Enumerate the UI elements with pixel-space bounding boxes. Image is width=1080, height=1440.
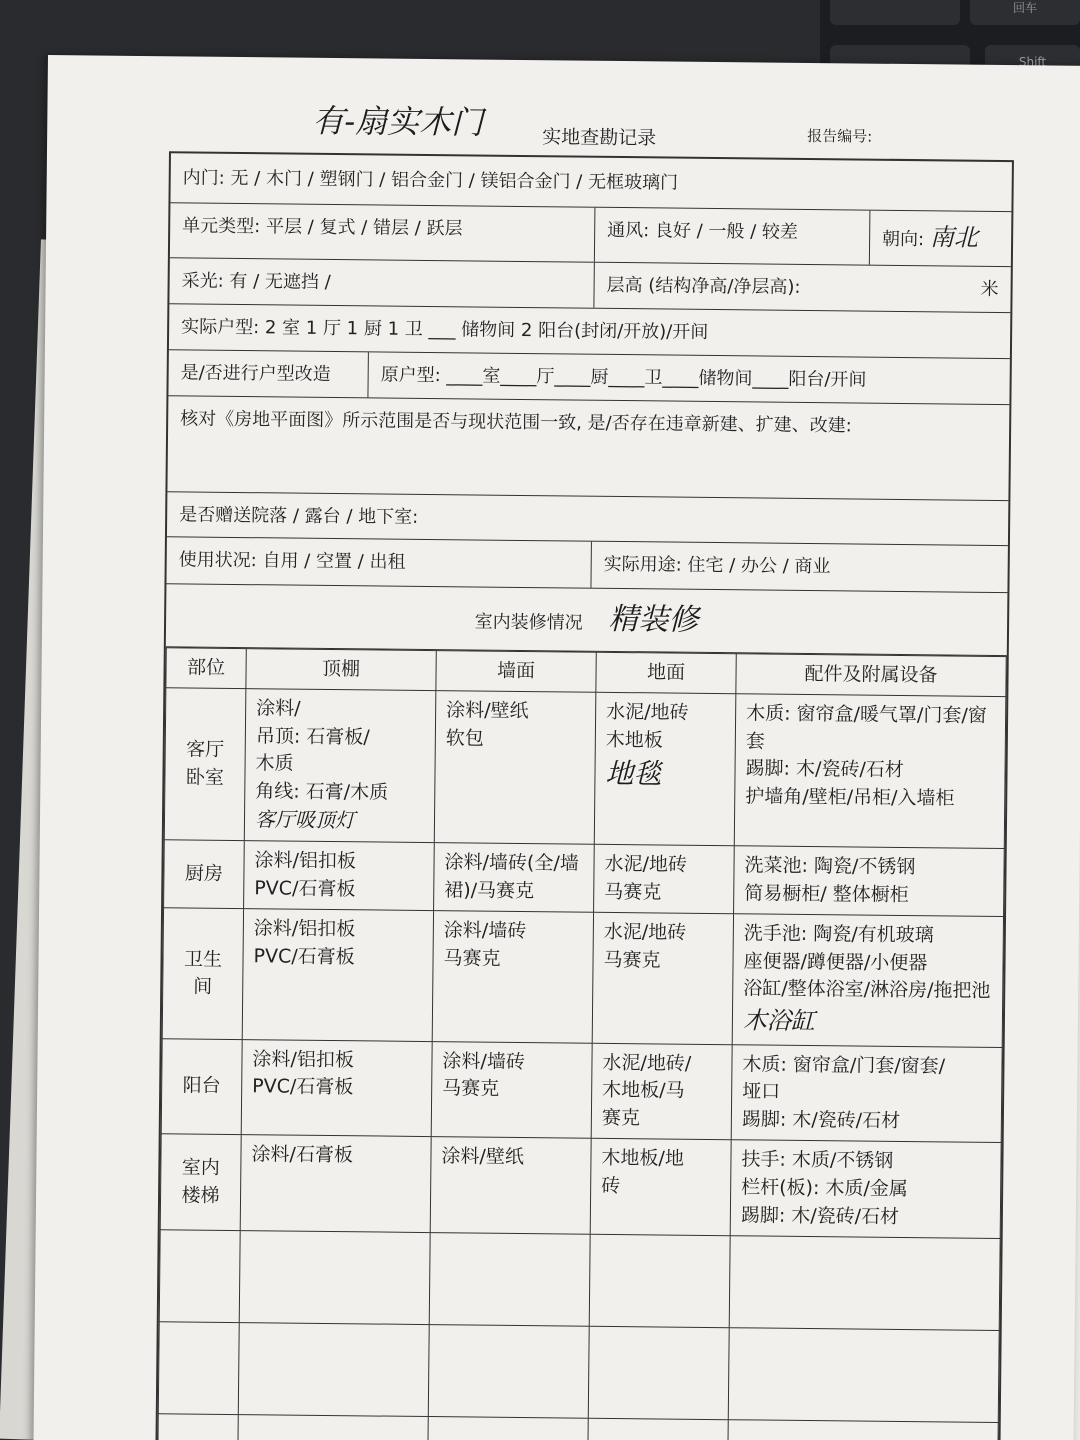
empty-cell — [729, 1236, 1000, 1331]
inspection-form-paper — [33, 55, 1080, 1440]
table-row — [162, 908, 1003, 1047]
header-ceiling: 顶棚 — [246, 648, 436, 691]
cell-part: 室内 楼梯 — [160, 1134, 241, 1230]
empty-cell — [238, 1323, 429, 1417]
cell-floor: 木地板/地 砖 — [590, 1139, 731, 1236]
ventilation-options: 通风: 良好 / 一般 / 较差 — [595, 208, 871, 264]
inspection-form — [155, 151, 1014, 1440]
gift-question: 是否赠送院落 / 露台 / 地下室: — [179, 504, 419, 529]
table-row — [160, 1134, 1001, 1238]
empty-cell — [159, 1230, 240, 1323]
door-options: 内门: 无 / 木门 / 塑钢门 / 铝合金门 / 镁铝合金门 / 无框玻璃门 — [182, 167, 679, 194]
cell-wall: 涂料/墙砖(全/墙裙)/马赛克 — [434, 843, 595, 913]
cell-ceiling: 涂料/ 吊顶: 石膏板/ 木质 角线: 石膏/木质 客厅吸顶灯 — [244, 689, 436, 843]
empty-cell — [427, 1417, 588, 1440]
row-unit-ventilation — [170, 203, 1012, 266]
table-row — [164, 840, 1005, 917]
table-row — [161, 1039, 1002, 1143]
orientation-label: 朝向: — [882, 228, 925, 251]
empty-cell — [727, 1420, 998, 1440]
usage-status: 使用状况: 自用 / 空置 / 出租 — [166, 538, 591, 588]
cell-ceiling: 涂料/铝扣板 PVC/石膏板 — [242, 909, 433, 1041]
lighting-options: 采光: 有 / 无遮挡 / — [169, 258, 594, 308]
cell-part: 阳台 — [161, 1039, 242, 1135]
decor-handwritten: 精装修 — [608, 601, 699, 638]
cell-fittings: 扶手: 木质/不锈钢 栏杆(板): 木质/金属 踢脚: 木/瓷砖/石材 — [730, 1140, 1001, 1238]
handwritten-annotation: 客厅吸顶灯 — [254, 807, 356, 833]
empty-cell — [158, 1322, 239, 1415]
header-wall: 墙面 — [436, 650, 596, 692]
row-door — [170, 153, 1011, 212]
empty-cell — [239, 1231, 430, 1325]
cell-ceiling: 涂料/铝扣板 PVC/石膏板 — [241, 1039, 432, 1137]
keyboard-key-enter: 回车 — [970, 0, 1080, 25]
header-part: 部位 — [166, 647, 246, 688]
floor-height-label: 层高 (结构净高/净层高): — [606, 274, 801, 298]
keyboard-key-shift: Shift — [985, 45, 1080, 110]
cell-part: 卫生 间 — [162, 908, 243, 1039]
cell-wall: 涂料/壁纸 — [430, 1137, 591, 1234]
renovation-question: 是/否进行户型改造 — [168, 350, 368, 397]
empty-cell — [429, 1233, 590, 1327]
decor-title-cell — [166, 584, 1008, 655]
cell-wall: 涂料/墙砖 马赛克 — [431, 1041, 592, 1138]
cell-part: 厨房 — [164, 840, 245, 909]
empty-cell — [589, 1234, 730, 1327]
header-floor: 地面 — [596, 652, 736, 694]
row-decor-table — [157, 647, 1007, 1440]
empty-cell — [237, 1415, 428, 1440]
handwritten-annotation: 地毯 — [605, 757, 662, 791]
row-verify — [167, 397, 1009, 502]
empty-cell — [587, 1418, 728, 1440]
handwritten-note-door: 有-扇实木门 — [312, 101, 484, 142]
handwritten-annotation: 木浴缸 — [742, 1006, 816, 1036]
report-number-label: 报告编号: — [807, 126, 873, 146]
cell-fittings: 木质: 窗帘盒/门套/窗套/ 垭口 踢脚: 木/瓷砖/石材 — [731, 1045, 1002, 1143]
empty-row — [159, 1230, 1000, 1331]
cell-fittings: 洗手池: 陶瓷/有机玻璃 座便器/蹲便器/小便器 浴缸/整体浴室/淋浴房/拖把池 木浴缸 — [732, 914, 1003, 1047]
empty-cell — [428, 1325, 589, 1419]
cell-floor: 水泥/地砖 木地板 地毯 — [594, 692, 736, 846]
actual-layout: 实际户型: 2 室 1 厅 1 厨 1 卫 ___ 储物间 2 阳台(封闭/开放)/开间 — [181, 316, 709, 343]
decor-table — [157, 647, 1007, 1440]
header-fittings: 配件及附属设备 — [736, 653, 1006, 696]
keyboard-key-blank — [830, 0, 960, 25]
unit-type-options: 单元类型: 平层 / 复式 / 错层 / 跃层 — [170, 203, 596, 261]
verify-plan: 核对《房地平面图》所示范围是否与现状范围一致, 是/否存在违章新建、扩建、改建: — [180, 408, 852, 437]
empty-cell — [588, 1326, 729, 1419]
cell-part: 客厅 卧室 — [164, 688, 246, 841]
cell-fittings: 木质: 窗帘盒/暖气罩/门套/窗套 踢脚: 木/瓷砖/石材 护墙角/壁柜/吊柜/入墙柜 — [734, 694, 1006, 849]
cell-wall: 涂料/壁纸 软包 — [434, 691, 596, 845]
cell-floor: 水泥/地砖 马赛克 — [592, 913, 733, 1045]
row-decor-title — [166, 584, 1008, 656]
cell-ceiling: 涂料/铝扣板 PVC/石膏板 — [244, 841, 435, 911]
orientation-handwritten: 南北 — [929, 223, 979, 252]
table-row — [164, 688, 1006, 849]
actual-use: 实际用途: 住宅 / 办公 / 商业 — [603, 554, 831, 578]
floor-height-cell — [594, 263, 1010, 313]
original-layout: 原户型: ____室____厅____厨____卫____储物间____阳台/开间 — [380, 364, 867, 391]
empty-row — [158, 1322, 999, 1423]
cell-fittings: 洗菜池: 陶瓷/不锈钢 简易橱柜/ 整体橱柜 — [734, 846, 1005, 917]
cell-ceiling: 涂料/石膏板 — [240, 1135, 431, 1233]
orientation-cell — [870, 211, 1012, 266]
empty-cell — [157, 1414, 238, 1440]
cell-floor: 水泥/地砖/ 木地板/马 赛克 — [591, 1043, 732, 1140]
floor-height-unit: 米 — [980, 278, 999, 300]
cell-wall: 涂料/墙砖 马赛克 — [432, 911, 593, 1043]
document-title: 实地查勘记录 — [542, 126, 657, 150]
decor-title: 室内装修情况 — [474, 611, 583, 634]
empty-cell — [728, 1328, 999, 1423]
cell-floor: 水泥/地砖 马赛克 — [594, 845, 735, 915]
